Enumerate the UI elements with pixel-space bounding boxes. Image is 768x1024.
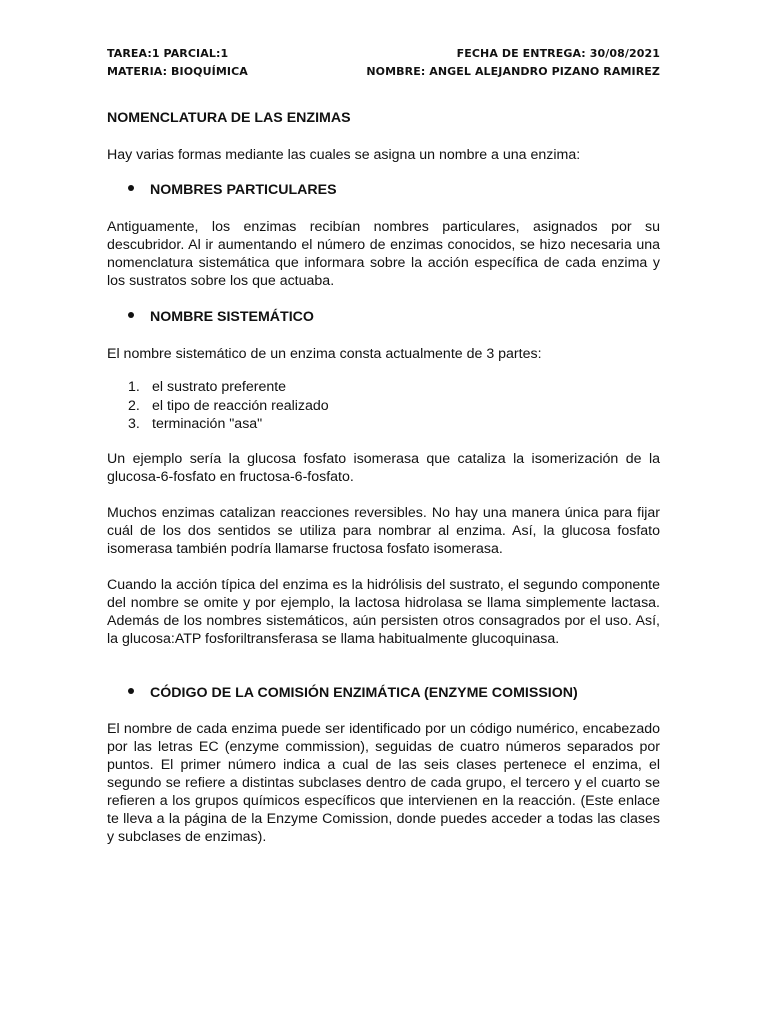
paragraph-example: Un ejemplo sería la glucosa fosfato isomerasa que cataliza la isomerización de la glucosa-6-fosfato en fructosa-6-fosfato. — [107, 451, 660, 485]
paragraph-reversible: Muchos enzimas catalizan reacciones reversibles. No hay una manera única para fijar cuál de los dos sentidos se utiliza para nombrar al enzima. Así, la glucosa fosfato isomerasa también podría llamarse fructosa fosfato isomerasa. — [107, 505, 660, 557]
section-heading-codigo — [128, 684, 578, 702]
paragraph-codigo: El nombre de cada enzima puede ser identificado por un código numérico, encabezado por las letras EC (enzyme commission), seguidas de cuatro números separados por puntos. El primer número indica a cual de las seis clases pertenece el enzima, el segundo se refiere a distintas subclases dentro de cada grupo, el tercero y el cuarto se refieren a los grupos químicos específicos que intervienen en la reacción. (Este enlace te lleva a la página de la Enzyme Comission, donde puedes acceder a todas las clases y subclases de enzimas). — [107, 721, 660, 845]
numbered-list — [128, 378, 329, 434]
subject-line: MATERIA: BIOQUÍMICA — [107, 65, 248, 78]
section-heading-text: CÓDIGO DE LA COMISIÓN ENZIMÁTICA (ENZYME COMISSION) — [150, 685, 578, 701]
due-date-line: FECHA DE ENTREGA: 30/08/2021 — [456, 47, 660, 60]
section-heading-particulares — [128, 181, 337, 199]
list-item: 1. el sustrato preferente — [128, 379, 287, 395]
section-heading-sistematico — [128, 308, 314, 326]
document-title: NOMENCLATURA DE LAS ENZIMAS — [107, 110, 351, 126]
section-heading-text: NOMBRE SISTEMÁTICO — [150, 309, 314, 325]
intro-paragraph: Hay varias formas mediante las cuales se asigna un nombre a una enzima: — [107, 147, 581, 163]
list-item: 3. terminación "asa" — [128, 416, 263, 432]
bullet-icon — [128, 688, 134, 694]
student-name-line: NOMBRE: ANGEL ALEJANDRO PIZANO RAMIREZ — [366, 65, 660, 78]
bullet-icon — [128, 185, 134, 191]
section-heading-text: NOMBRES PARTICULARES — [150, 182, 337, 198]
paragraph-hydrolysis: Cuando la acción típica del enzima es la hidrólisis del sustrato, el segundo componente del nombre se omite y por ejemplo, la lactosa hidrolasa se llama simplemente lactasa. Además de los nombres sistemáticos, aún persisten otros consagrados por el uso. Así, la glucosa:ATP fosforiltransferasa se llama habitualmente glucoquinasa. — [107, 577, 660, 647]
list-item: 2. el tipo de reacción realizado — [128, 397, 329, 414]
paragraph-sistematico: El nombre sistemático de un enzima consta actualmente de 3 partes: — [107, 346, 542, 362]
task-line: TAREA:1 PARCIAL:1 — [107, 47, 229, 60]
bullet-icon — [128, 312, 134, 318]
paragraph-particulares: Antiguamente, los enzimas recibían nombres particulares, asignados por su descubridor. Al ir aumentando el número de enzimas conocidos, se hizo necesaria una nomenclatura sistemática que informara sobre la acción específica de cada enzima y los sustratos sobre los que actuaba. — [107, 219, 660, 289]
